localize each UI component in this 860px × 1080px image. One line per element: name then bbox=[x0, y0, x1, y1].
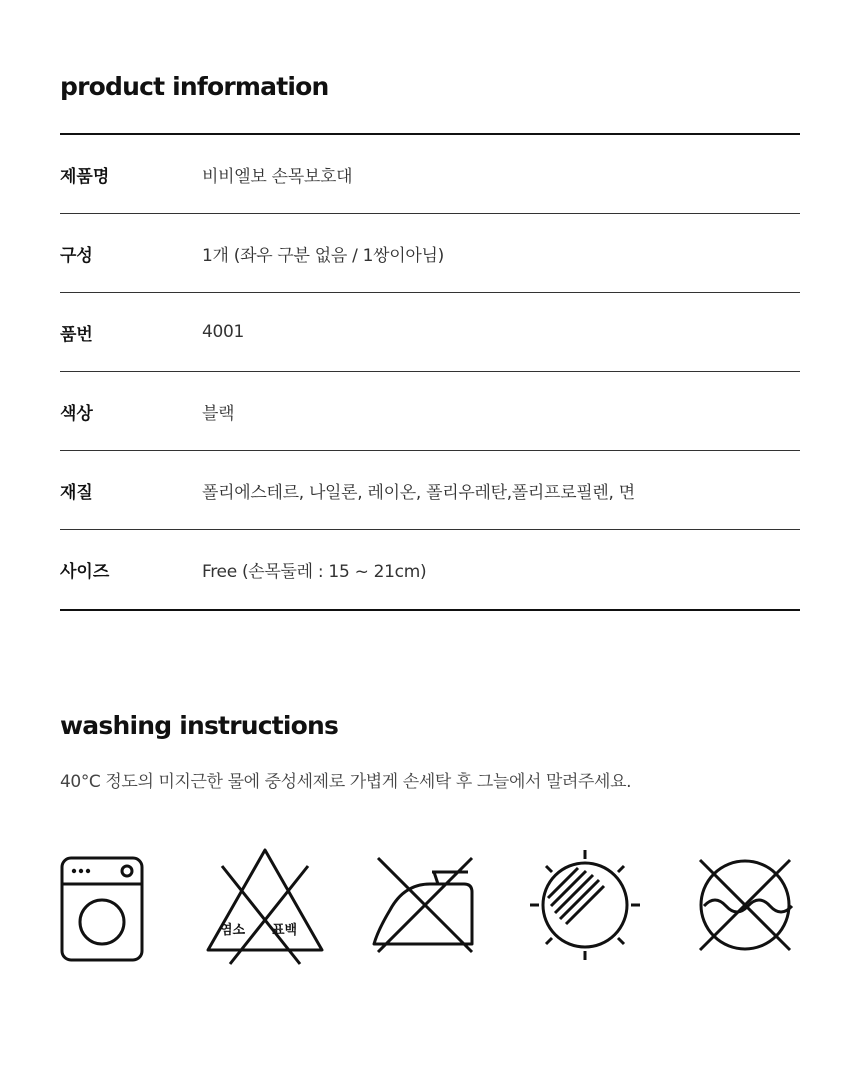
row-value: 비비엘보 손목보호대 bbox=[202, 166, 353, 187]
row-label: 사이즈 bbox=[60, 562, 110, 582]
row-value: 4001 bbox=[202, 322, 245, 342]
row-label: 구성 bbox=[60, 245, 93, 266]
row-label: 색상 bbox=[60, 403, 93, 424]
product-info-table bbox=[60, 133, 800, 611]
table-row bbox=[60, 372, 800, 451]
no-tumble-dry-icon bbox=[680, 840, 810, 970]
washing-machine-icon bbox=[40, 840, 170, 970]
row-value: 블랙 bbox=[202, 403, 235, 424]
row-value: 1개 (좌우 구분 없음 / 1쌍이아님) bbox=[202, 245, 444, 266]
dry-in-shade-icon bbox=[520, 840, 650, 970]
washing-instructions-title: washing instructions bbox=[60, 711, 339, 740]
row-value: Free (손목둘레 : 15 ~ 21cm) bbox=[202, 562, 427, 582]
washing-description: 40°C 정도의 미지근한 물에 중성세제로 가볍게 손세탁 후 그늘에서 말려주세요. bbox=[60, 772, 632, 792]
table-row bbox=[60, 293, 800, 372]
row-label: 품번 bbox=[60, 324, 93, 345]
table-row bbox=[60, 451, 800, 530]
bleach-label-left: 염소 bbox=[220, 923, 246, 938]
table-row bbox=[60, 214, 800, 293]
table-row bbox=[60, 530, 800, 609]
no-iron-icon bbox=[360, 840, 490, 970]
bleach-label-right: 표백 bbox=[272, 923, 298, 938]
no-chlorine-bleach-icon bbox=[200, 840, 330, 970]
row-label: 제품명 bbox=[60, 166, 110, 187]
table-row bbox=[60, 135, 800, 214]
row-label: 재질 bbox=[60, 482, 93, 503]
row-value: 폴리에스테르, 나일론, 레이온, 폴리우레탄,폴리프로필렌, 면 bbox=[202, 482, 635, 503]
product-info-title: product information bbox=[60, 72, 329, 101]
